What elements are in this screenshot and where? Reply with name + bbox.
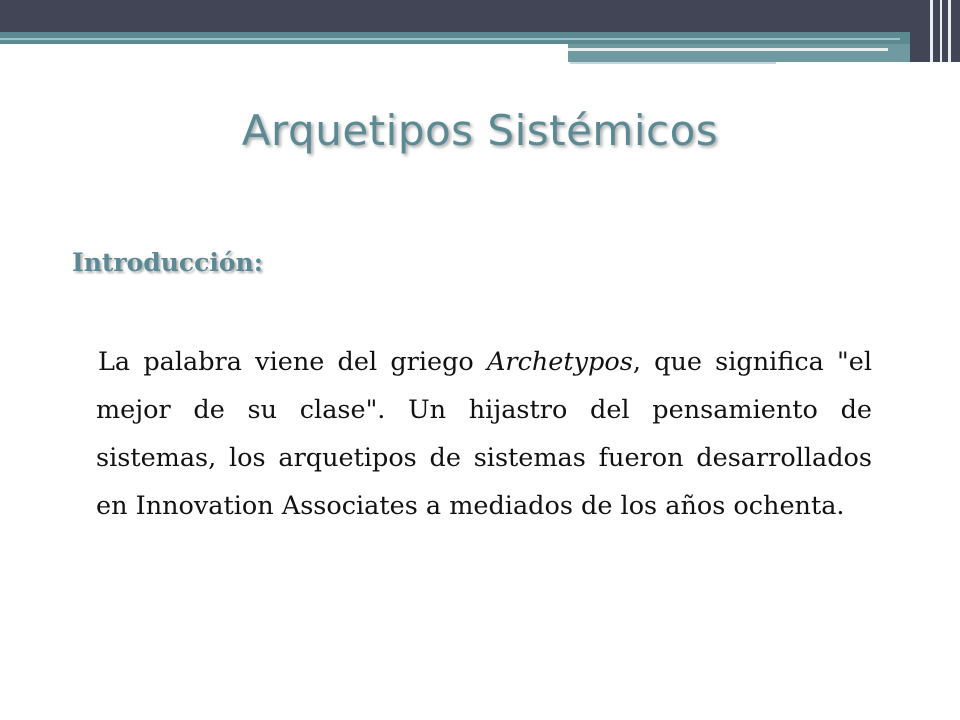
section-heading: Introducción:: [72, 248, 263, 277]
header-corner-block: [910, 0, 960, 62]
header-accent-line: [0, 38, 900, 40]
header-tab-highlight: [568, 48, 888, 51]
paragraph-italic-term: Archetypos: [486, 347, 633, 377]
slide-title: Arquetipos Sistémicos: [241, 106, 719, 155]
header-teal-tab: [568, 44, 910, 62]
body-paragraph: [96, 338, 872, 530]
header-vertical-line: [930, 0, 933, 62]
header-dark-bar: [0, 0, 960, 32]
paragraph-text-end: , que significa "el mejor de su clase". Un hijastro del pensamiento de sistemas, los arquetipos de sistemas fueron desarrollados en Innovation Associates a mediados de los años ochenta.: [96, 347, 873, 521]
header-underline: [570, 62, 776, 64]
header-vertical-line: [948, 0, 951, 62]
paragraph-text-start: La palabra viene del griego: [98, 347, 487, 377]
header-vertical-line: [940, 0, 942, 62]
